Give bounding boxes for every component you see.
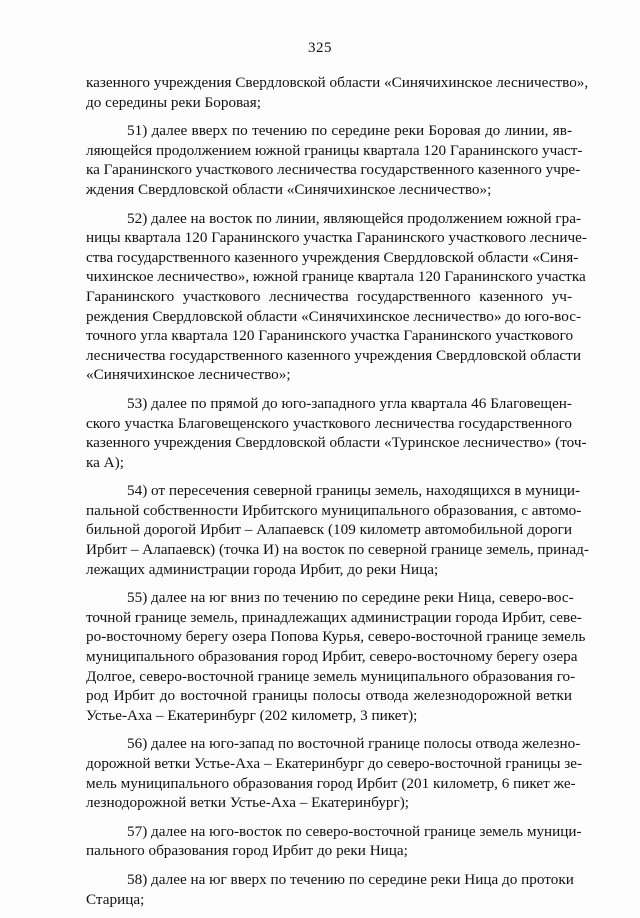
text-line: дорожной ветки Устье-Аха – Екатеринбург до северо-восточной границы зе- <box>86 755 583 772</box>
text-line: чихинское лесничество», южной границе квартала 120 Гаранинского участка <box>86 268 586 286</box>
paragraph <box>86 588 586 725</box>
text-line: бильной дорогой Ирбит – Алапаевск (109 километр автомобильной дороги <box>86 521 572 539</box>
text-line: муниципального образования город Ирбит, северо-восточному берегу озера <box>86 648 578 666</box>
paragraph <box>86 121 583 199</box>
text-line: ницы квартала 120 Гаранинского участка Гаранинского участкового лесниче- <box>86 229 587 247</box>
document-body <box>86 73 589 918</box>
paragraph <box>86 822 582 861</box>
text-line: Долгое, северо-восточной границе земель муниципального образования го- <box>86 667 576 685</box>
paragraph <box>86 209 587 385</box>
text-line: 56) далее на юго-запад по восточной границе полосы отвода железно- <box>127 735 581 753</box>
text-line: лежащих администрации города Ирбит, до реки Ница; <box>86 560 439 578</box>
paragraph <box>86 481 589 579</box>
text-line: точного угла квартала 120 Гаранинского участка Гаранинского участкового <box>86 327 574 345</box>
text-line: казенного учреждения Свердловской области «Туринское лесничество» (точ- <box>86 434 587 452</box>
text-line: 55) далее на юг вниз по течению по середине реки Ница, северо-вос- <box>127 589 574 607</box>
text-line: Устье-Аха – Екатеринбург (202 километр, 3 пикет); <box>86 706 418 724</box>
text-line: ждения Свердловской области «Синячихинское лесничество»; <box>86 180 492 198</box>
text-line: Ирбит – Алапаевск) (точка И) на восток по северной границе земель, принад- <box>86 541 589 559</box>
text-line: мель муниципального образования город Ирбит (201 километр, 6 пикет же- <box>86 774 576 792</box>
text-line: реждения Свердловской области «Синячихинское лесничество» до юго-вос- <box>86 307 582 325</box>
text-line: род Ирбит до восточной границы полосы отвода железнодорожной ветки <box>86 687 572 705</box>
text-line: 53) далее по прямой до юго-западного угла квартала 46 Благовещен- <box>127 394 572 412</box>
text-line: «Синячихинское лесничество»; <box>86 366 291 384</box>
text-line: лесничества государственного казенного учреждения Свердловской области <box>86 346 581 364</box>
text-line: ляющейся продолжением южной границы квартала 120 Гаранинского участ- <box>86 141 583 159</box>
text-line: пальной собственности Ирбитского муниципального образования, с автомо- <box>86 501 582 519</box>
text-line: ского участка Благовещенского участкового лесничества государственного <box>86 414 572 432</box>
text-line: 51) далее вверх по течению по середине реки Боровая до линии, яв- <box>127 122 572 140</box>
text-line: ка А); <box>86 453 124 471</box>
text-line: казенного учреждения Свердловской области «Синячихинское лесничество», <box>86 74 589 91</box>
paragraph <box>86 73 589 112</box>
text-line: до середины реки Боровая; <box>86 93 261 111</box>
text-line: 54) от пересечения северной границы земель, находящихся в муници- <box>127 482 581 500</box>
text-line: ро-восточному берегу озера Попова Курья, северо-восточной границе земель <box>86 628 586 646</box>
text-line: Старица; <box>86 890 145 908</box>
paragraph <box>86 734 583 812</box>
text-line: 57) далее на юго-восток по северо-восточной границе земель муници- <box>127 822 582 840</box>
text-line: точной границе земель, принадлежащих администрации города Ирбит, севе- <box>86 608 582 626</box>
text-line: ства государственного казенного учреждения Свердловской области «Синя- <box>86 248 579 266</box>
text-line: 58) далее на юг вверх по течению по середине реки Ница до протоки <box>127 870 574 888</box>
text-line: лезнодорожной ветки Устье-Аха – Екатеринбург); <box>86 794 409 812</box>
text-line: пального образования город Ирбит до реки Ница; <box>86 842 408 860</box>
text-line: 52) далее на восток по линии, являющейся продолжением южной гра- <box>127 209 582 227</box>
paragraph <box>86 870 572 909</box>
text-line: Гаранинского участкового лесничества государственного казенного уч- <box>86 287 572 305</box>
page-number: 325 <box>308 40 332 56</box>
paragraph <box>86 394 587 472</box>
text-line: ка Гаранинского участкового лесничества государственного казенного учре- <box>86 161 581 179</box>
